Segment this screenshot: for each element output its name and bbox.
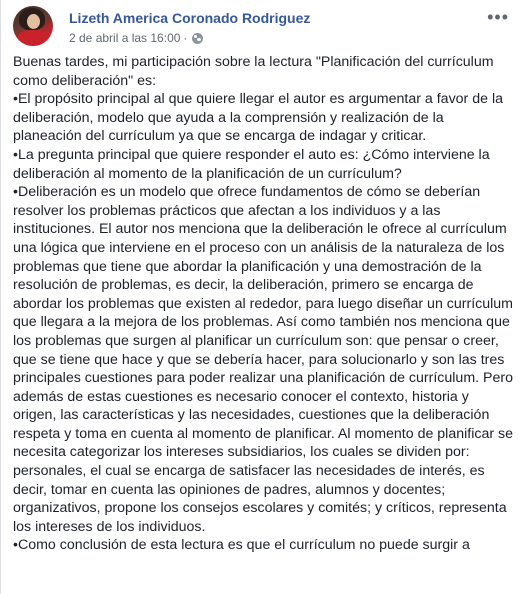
author-name[interactable]: Lizeth America Coronado Rodriguez	[69, 10, 311, 26]
more-options-icon[interactable]: •••	[487, 7, 509, 27]
globe-icon[interactable]	[192, 33, 203, 44]
post-header	[13, 6, 519, 50]
post-paragraph: •Como conclusión de esta lectura es que el currículum no puede surgir a	[13, 537, 470, 554]
post-meta	[69, 31, 203, 45]
post-body	[13, 53, 513, 555]
meta-separator: ·	[183, 31, 188, 45]
post-date[interactable]: 2 de abril a las 16:00	[69, 31, 181, 45]
avatar[interactable]	[13, 6, 53, 46]
post-paragraph: Buenas tardes, mi participación sobre la lectura "Planificación del currículum como deliberación" es:	[13, 54, 494, 89]
post-paragraph: •El propósito principal al que quiere llegar el autor es argumentar a favor de la deliberación, modelo que ayuda a la comprensión y realización de la planeación del currículum ya que se encarga de indagar y criticar.	[13, 91, 503, 145]
post-paragraph: •La pregunta principal que quiere responder el auto es: ¿Cómo interviene la deliberación al momento de la planificación de un currículum?	[13, 146, 490, 182]
post-paragraph: •Deliberación es un modelo que ofrece fundamentos de cómo se deberían resolver los problemas prácticos que afectan a los individuos y a las instituciones. El autor nos menciona que la deliberación le ofrece al currículum una lógica que interviene en el proceso con un análisis de la naturaleza de los problemas que tiene que abordar la planificación y una demostración de la resolución de problemas, es decir, la deliberación, primero se encarga de abordar los problemas que existen al rededor, para luego diseñar un currículum que llegara a la mejora de los problemas. Así como también nos menciona que los problemas que surgen al planificar un currículum son: que pensar o creer, que se tiene que hace y que se debería hacer, para solucionarlo y son las tres principales cuestiones para poder realizar una planificación de currículum. Pero además de estas cuestiones es necesario conocer el contexto, historia y origen, las características y las necesidades, cuestiones que la deliberación respeta y toma en cuenta al momento de planificar. Al momento de planificar se necesita categorizar los intereses subsidiarios, los cuales se dividen por: personales, el cual se encarga de satisfacer las necesidades de interés, es decir, tomar en cuenta las opiniones de padres, alumnos y docentes; organizativos, propone los consejos escolares y comités; y críticos, representa los intereses de los individuos.	[13, 184, 514, 535]
